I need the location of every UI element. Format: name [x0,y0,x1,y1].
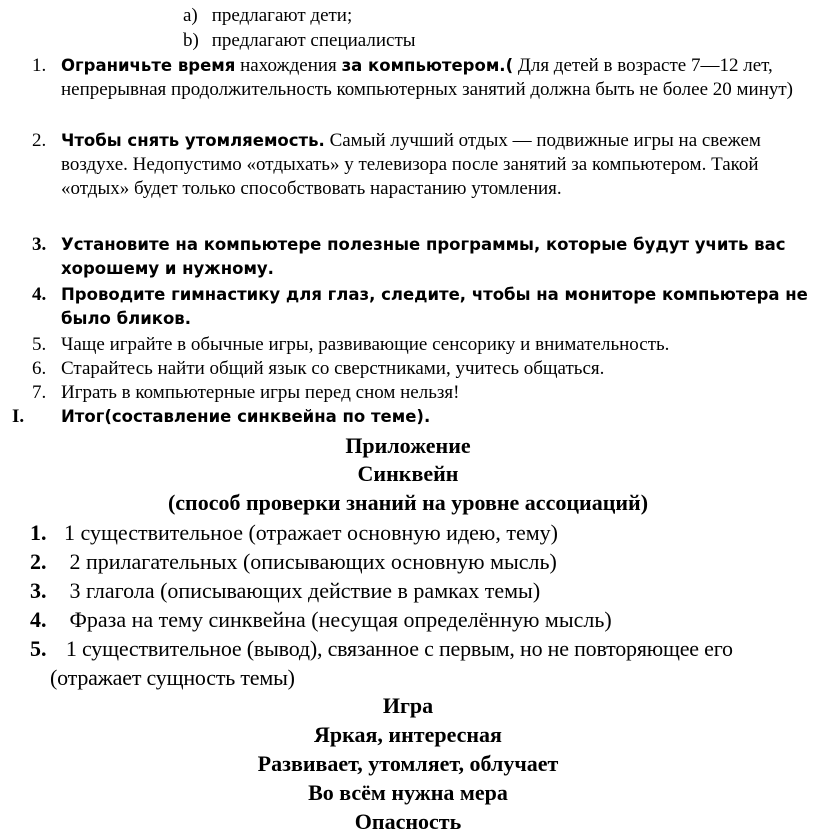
rule-item-5 [30,634,816,692]
section-heading [12,405,812,429]
example-line-3: Развивает, утомляет, облучает [257,751,559,776]
tip-item-5 [32,333,816,357]
tip-text: Старайтесь найти общий язык со сверстниками, учитесь общаться. [61,358,605,379]
rule-text: 1 существительное (вывод), связанное с первым, но не повторяющее его (отражает сущность темы) [50,636,739,690]
tip-mid: нахождения [235,55,342,76]
rule-text: 1 существительное (отражает основную идею, тему) [64,520,558,545]
rule-item-2 [30,547,816,576]
tip-bold2: за компьютером.( [341,56,514,75]
tip-item-6 [32,357,816,381]
rule-text: Фраза на тему синквейна (несущая определённую мысль) [64,607,612,632]
sub-item-b [183,29,783,53]
sub-marker: a) [183,5,198,26]
example-line-2: Яркая, интересная [314,722,502,747]
tip-text: Чаще играйте в обычные игры, развивающие сенсорику и внимательность. [61,334,670,355]
rule-number: 1. [30,520,47,545]
rule-text: 3 глагола (описывающих действие в рамках темы) [64,578,541,603]
rule-text: 2 прилагательных (описывающих основную мысль) [64,549,557,574]
tip-item-2 [32,129,816,201]
appendix-title: Синквейн [357,461,459,486]
rule-item-3 [30,576,816,605]
section-title: Итог(составление синквейна по теме). [61,407,431,426]
appendix-heading: Приложение [345,433,471,458]
rule-number: 2. [30,549,47,574]
example-line-1: Игра [382,693,434,718]
tip-text: Для детей в возрасте 7—12 лет, непрерывная продолжительность компьютерных занятий должна быть не более 20 минут) [61,55,794,100]
tip-number: 3. [32,234,47,255]
tip-text: Самый лучший отдых — подвижные игры на свежем воздухе. Недопустимо «отдыхать» у телевизора после занятий за компьютером. Такой «отдых» будет только способствовать нарастанию утомления. [61,130,761,199]
sub-marker: b) [183,30,199,51]
tip-bold: Чтобы снять утомляемость. [61,131,325,150]
tip-text: Играть в компьютерные игры перед сном нельзя! [61,382,460,403]
tip-bold: Установите на компьютере полезные программы, которые будут учить вас хорошему и нужному. [61,235,786,278]
sub-item-a [183,4,783,28]
rule-number: 3. [30,578,47,603]
sub-text: предлагают специалисты [211,30,416,51]
appendix-subtitle: (способ проверки знаний на уровне ассоциаций) [167,490,649,515]
example-line-5: Опасность [354,809,462,834]
rule-item-1 [30,518,816,547]
tip-number: 6. [32,358,47,379]
tip-number: 7. [32,382,47,403]
tip-number: 2. [32,130,47,151]
tip-number: 1. [32,55,47,76]
rule-number: 4. [30,607,47,632]
example-line-4: Во всём нужна мера [308,780,508,805]
tip-bold: Ограничьте время [61,56,236,75]
rule-item-4 [30,605,816,634]
tip-item-7 [32,381,816,405]
tip-item-3 [32,233,816,281]
sub-text: предлагают дети; [211,5,353,26]
section-number: I. [12,406,25,427]
tip-number: 5. [32,334,47,355]
tip-item-1 [32,54,816,102]
tip-number: 4. [32,284,47,305]
rule-number: 5. [30,636,47,661]
tip-bold: Проводите гимнастику для глаз, следите, чтобы на мониторе компьютера не было бликов. [61,285,808,328]
tip-item-4 [32,283,816,331]
